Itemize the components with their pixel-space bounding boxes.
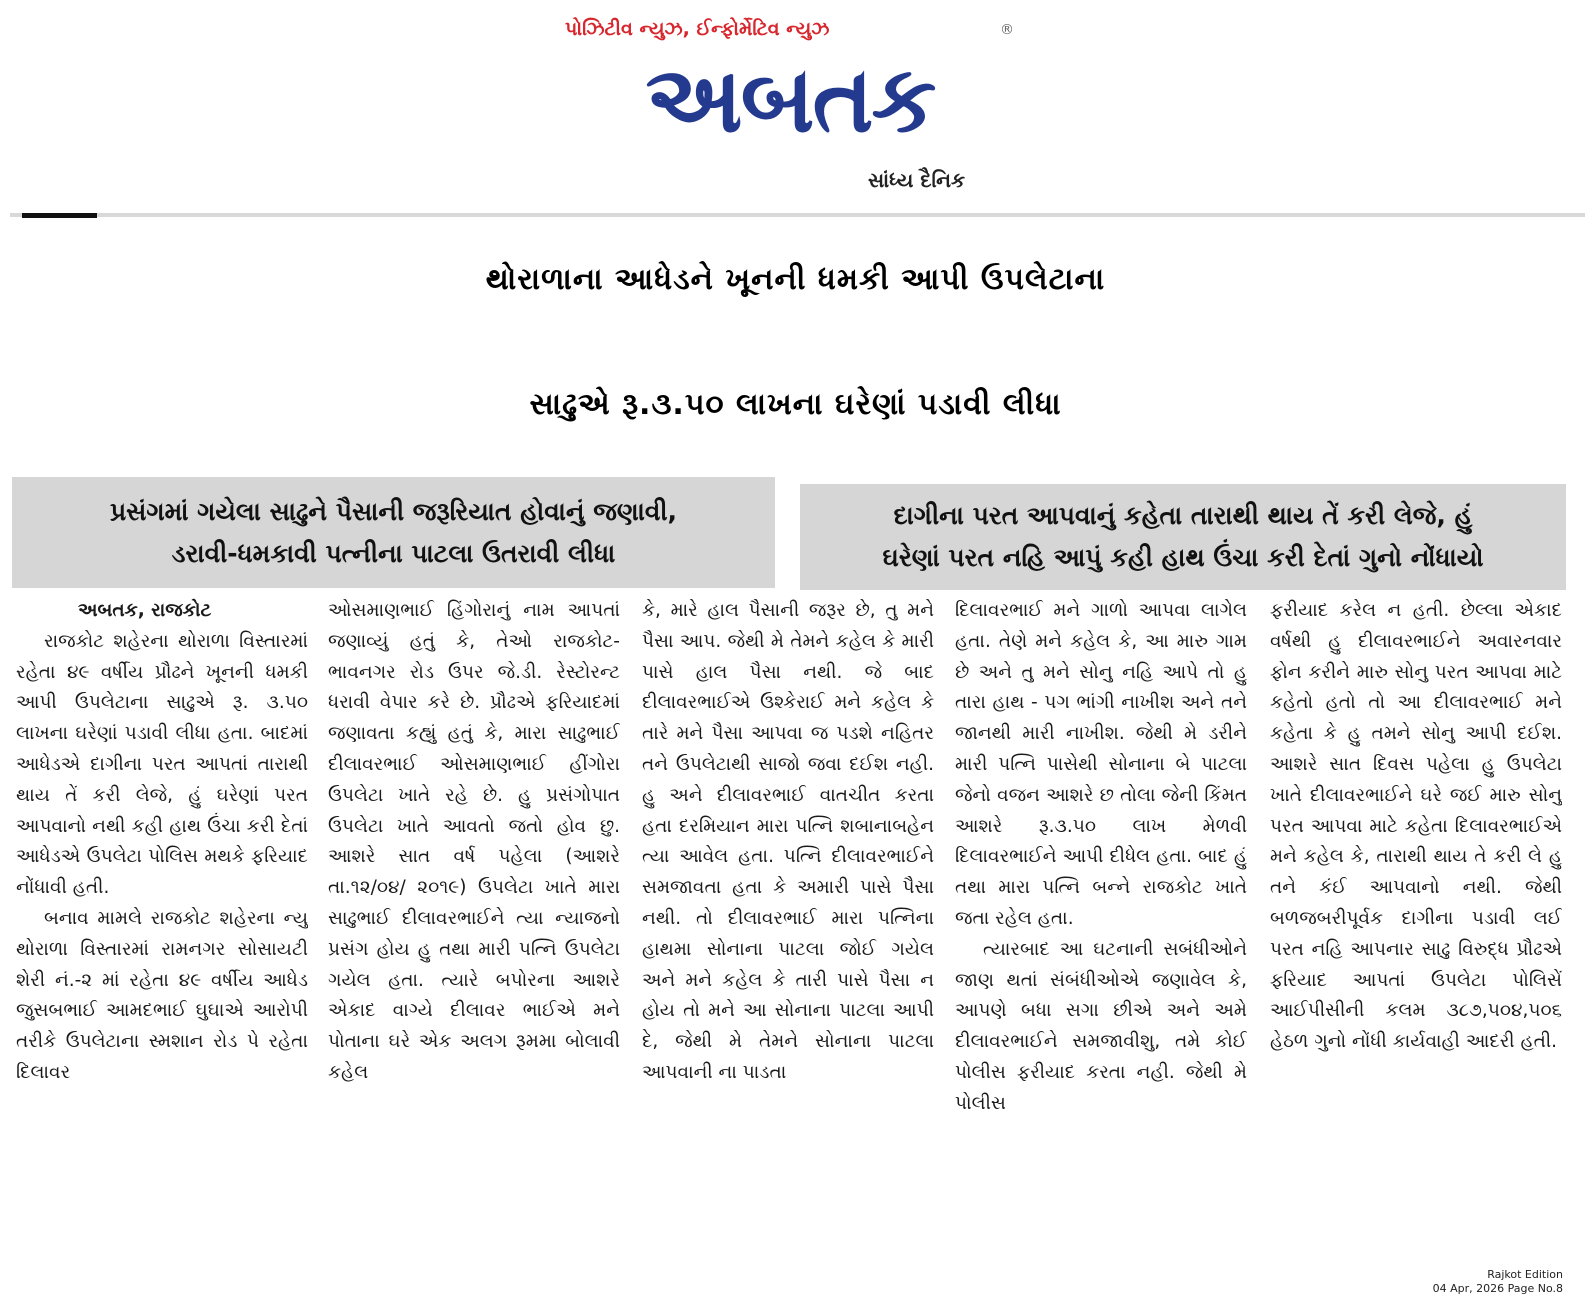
article-column-1 (16, 596, 308, 1256)
article-column-4 (955, 596, 1247, 1256)
subheadline-right-line-2: ઘરેણાં પરત નહિ આપું કહી હાથ ઉંચા કરી દેતાં ગુનો નોંધાયો (882, 543, 1484, 572)
masthead (0, 0, 1591, 215)
article-paragraph: ઓસમાણભાઈ હિંગોરાનું નામ આપતાં જણાવ્યું હતું કે, તેઓ રાજકોટ-ભાવનગર રોડ ઉપર જે.ડી. રેસ્ટોરન્ટ ધરાવી વેપાર કરે છે. પ્રૌઢએ ફરિયાદમાં જણાવતા કહ્યું હતું કે, મારા સાઢુભાઈ દીલાવરભાઈ ઓસમાણભાઈ હીંગોરા ઉપલેટા ખાતે રહે છે. હુ પ્રસંગોપાત ઉપલેટા ખાતે આવતો જતો હોવ છુ. આશરે સાત વર્ષ પહેલા (આશરે તા.૧૨/૦૪/ ૨૦૧૯) ઉપલેટા ખાતે મારા સાઢુભાઈ દીલાવરભાઈને ત્યા ન્યાજનો પ્રસંગ હોય હુ તથા મારી પત્નિ ઉપલેટા ગયેલ હતા. ત્યારે બપોરના આશરે એકાદ વાગ્યે દીલાવર ભાઈએ મને પોતાના ઘરે એક અલગ રૂમમા બોલાવી કહેલ (328, 600, 620, 1083)
date-page-label: 04 Apr, 2026 Page No.8 (1432, 1282, 1563, 1295)
registered-mark: ® (1000, 22, 1014, 38)
subheadline-left-line-1: પ્રસંગમાં ગયેલા સાઢુને પૈસાની જરૂરિયાત હોવાનું જણાવી, (109, 496, 678, 526)
subheadline-right-line-1: દાગીના પરત આપવાનું કહેતા તારાથી થાય તેં કરી લેજે, હું (893, 501, 1473, 530)
subheadline-left (12, 477, 775, 588)
headline-line-2: સાઢુએ રૂ.૩.૫૦ લાખના ઘરેણાં પડાવી લીધા (529, 387, 1062, 422)
page-footer (1433, 1268, 1563, 1296)
edition-label: Rajkot Edition (1487, 1268, 1563, 1281)
article-column-2 (328, 596, 620, 1256)
tagline: પોઝિટીવ ન્યુઝ, ઈન્ફોર્મેટિવ ન્યુઝ (565, 18, 830, 40)
article-paragraph: દિલાવરભાઈ મને ગાળો આપવા લાગેલ હતા. તેણે મને કહેલ કે, આ મારુ ગામ છે અને તુ મને સોનુ નહિ આપે તો હુ તારા હાથ - પગ ભાંગી નાખીશ અને તને જાનથી મારી નાખીશ. જેથી મે ડરીને મારી પત્નિ પાસેથી સોનાના બે પાટલા જેનો વજન આશરે છ તોલા જેની કિંમત આશરે રૂ.૩.૫૦ લાખ મેળવી દિલાવરભાઈને આપી દીધેલ હતા. બાદ હું તથા મારા પત્નિ બન્ને રાજકોટ ખાતે જતા રહેલ હતા. (955, 600, 1247, 929)
article-column-5 (1270, 596, 1562, 1256)
subheadline-right (800, 484, 1566, 590)
article-paragraph: બનાવ મામલે રાજકોટ શહેરના ન્યુ થોરાળા વિસ્તારમાં રામનગર સોસાયટી શેરી નં.-૨ માં રહેતા ૪૯ વર્ષીય આધેડ જુસબભાઈ આમદભાઈ ઘુઘાએ આરોપી તરીકે ઉપલેટાના સ્મશાન રોડ પે રહેતા દિલાવર (16, 907, 308, 1083)
article-paragraph: રાજકોટ શહેરના થોરાળા વિસ્તારમાં રહેતા ૪૯ વર્ષીય પ્રૌઢને ખૂનની ધમકી આપી ઉપલેટાના સાઢુએ રૂ. ૩.૫૦ લાખના ઘરેણાં પડાવી લીધા હતા. બાદમાં આધેડએ દાગીના પરત આપતાં તારાથી થાય તેં કરી લેજે, હું ઘરેણાં પરત આપવાનો નથી કહી હાથ ઉંચા કરી દેતાં આધેડએ ઉપલેટા પોલિસ મથકે ફરિયાદ નોંધાવી હતી. (16, 630, 308, 899)
logo-text: અબતક (645, 45, 935, 153)
byline: અબતક, રાજકોટ (78, 600, 212, 621)
newspaper-logo (575, 40, 1005, 160)
masthead-divider (10, 213, 1585, 217)
subheadline-left-line-2: ડરાવી-ધમકાવી પત્નીના પાટલા ઉતરાવી લીધા (171, 538, 616, 568)
masthead-subtitle: સાંધ્ય દૈનિક (868, 168, 966, 192)
masthead-divider-accent (22, 213, 97, 218)
article-column-3 (642, 596, 934, 1256)
headline-line-1: થોરાળાના આધેડને ખૂનની ધમકી આપી ઉપલેટાના (485, 262, 1106, 297)
article-paragraph: ફરીયાદ કરેલ ન હતી. છેલ્લા એકાદ વર્ષથી હુ દીલાવરભાઈને અવારનવાર ફોન કરીને મારુ સોનુ પરત આપવા માટે કહેતો હતો તો આ દીલાવરભાઈ મને કહેતા કે હુ તમને સોનુ આપી દઈશ. આશરે સાત દિવસ પહેલા હુ ઉપલેટા ખાતે દીલાવરભાઈને ઘરે જઈ મારુ સોનુ પરત આપવા માટે કહેતા દિલાવરભાઈએ મને કહેલ કે, તારાથી થાય તે કરી લે હુ તને કંઈ આપવાનો નથી. જેથી બળજબરીપૂર્વક દાગીના પડાવી લઈ પરત નહિ આપનાર સાઢુ વિરુદ્ધ પ્રૌઢએ ફરિયાદ આપતાં ઉપલેટા પોલિસેં આઈપીસીની કલમ ૩૮૭,૫૦૪,૫૦૬ હેઠળ ગુનો નોંધી કાર્યવાહી આદરી હતી. (1270, 600, 1562, 1053)
article-paragraph: ત્યારબાદ આ ઘટનાની સબંધીઓને જાણ થતાં સંબંધીઓએ જણાવેલ કે, આપણે બધા સગા છીએ અને અમે દીલાવરભાઈને સમજાવીશુ, તમે કોઈ પોલીસ ફરીયાદ કરતા નહી. જેથી મે પોલીસ (955, 938, 1247, 1114)
article-paragraph: કે, મારે હાલ પૈસાની જરૂર છે, તુ મને પૈસા આપ. જેથી મે તેમને કહેલ કે મારી પાસે હાલ પૈસા નથી. જે બાદ દીલાવરભાઈએ ઉશ્કેરાઈ મને કહેલ કે તારે મને પૈસા આપવા જ પડશે નહિતર તને ઉપલેટાથી સાજો જવા દઈશ નહી. હુ અને દીલાવરભાઈ વાતચીત કરતા હતા દરમિયાન મારા પત્નિ શબાનાબહેન ત્યા આવેલ હતા. પત્નિ દીલાવરભાઈને સમજાવતા હતા કે અમારી પાસે પૈસા નથી. તો દીલાવરભાઈ મારા પત્નિના હાથમા સોનાના પાટલા જોઈ ગયેલ અને મને કહેલ કે તારી પાસે પૈસા ન હોય તો મને આ સોનાના પાટલા આપી દે, જેથી મે તેમને સોનાના પાટલા આપવાની ના પાડતા (642, 600, 934, 1083)
